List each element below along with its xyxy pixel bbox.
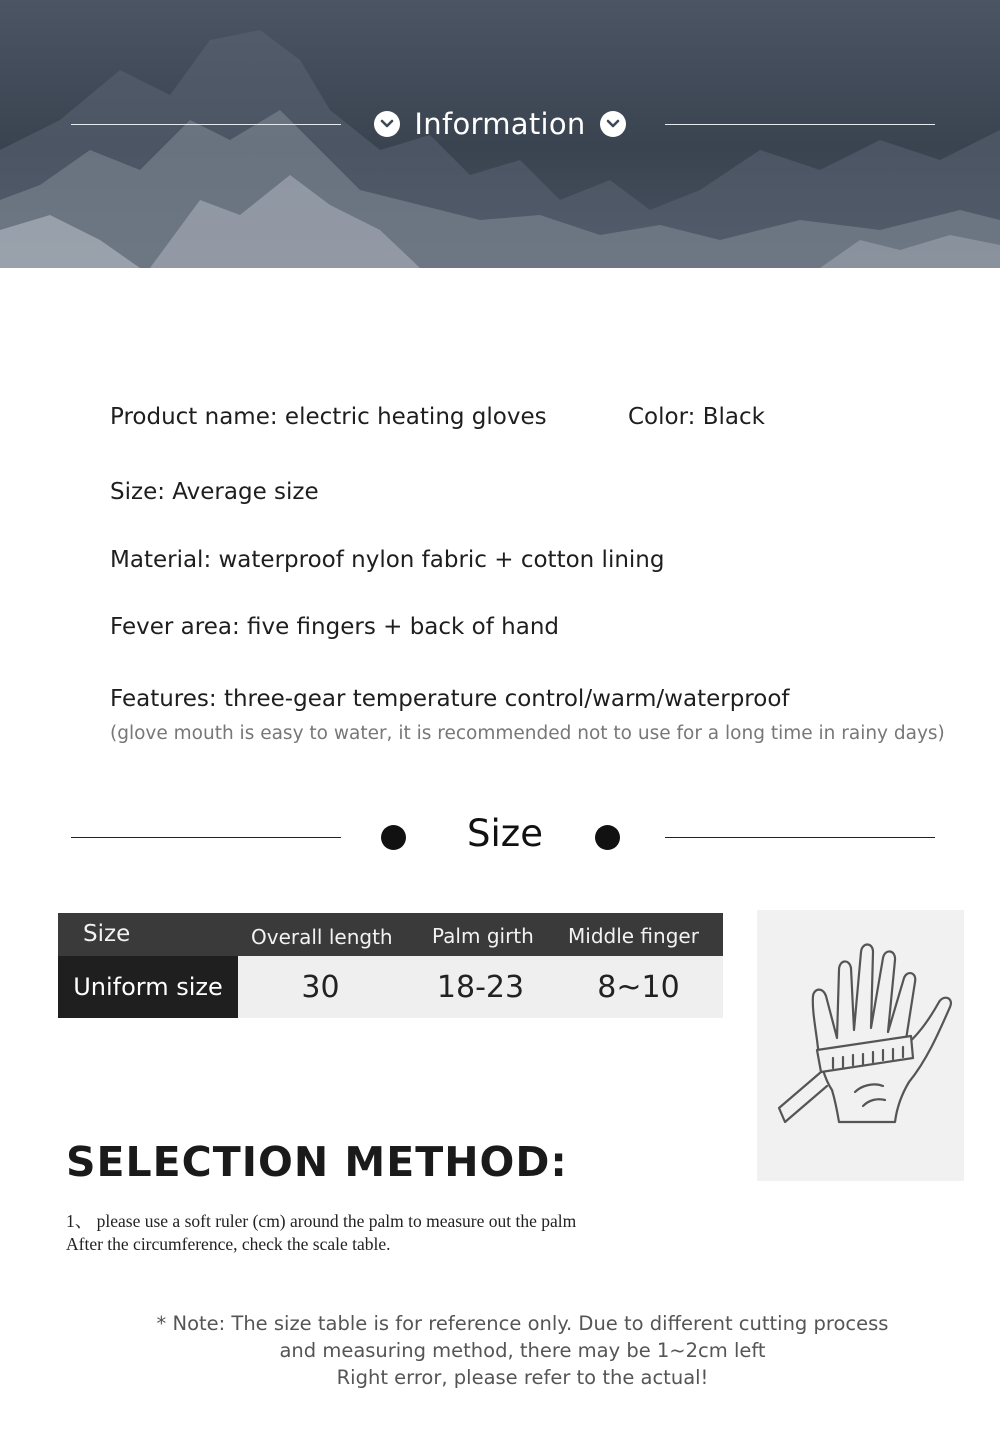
- product-name: Product name: electric heating gloves: [110, 404, 547, 430]
- size-divider-left: [71, 837, 341, 838]
- product-color: Color: Black: [628, 404, 765, 430]
- note-line-1: * Note: The size table is for reference only. Due to different cutting process: [156, 1312, 889, 1335]
- chevron-down-icon: [600, 111, 626, 137]
- banner-divider-right: [665, 124, 935, 125]
- banner-title-group: [370, 104, 630, 144]
- header-banner: [0, 0, 1000, 268]
- product-fever-area: Fever area: five fingers + back of hand: [110, 614, 560, 640]
- bullet-dot-icon: [595, 825, 620, 850]
- glove-measure-figure: [757, 910, 964, 1181]
- header-overall-length: Overall length: [251, 925, 393, 949]
- bullet-dot-icon: [381, 825, 406, 850]
- selection-method-title: SELECTION METHOD:: [66, 1138, 568, 1186]
- header-middle-finger: Middle finger: [568, 924, 699, 948]
- product-material: Material: waterproof nylon fabric + cotton lining: [110, 547, 665, 573]
- glove-measure-icon: [757, 910, 964, 1181]
- note-line-3: Right error, please refer to the actual!: [336, 1366, 709, 1389]
- banner-divider-left: [71, 124, 341, 125]
- product-size: Size: Average size: [110, 479, 319, 505]
- header-size: Size: [83, 921, 131, 947]
- product-features: Features: three-gear temperature control/warm/waterproof: [110, 686, 790, 712]
- value-overall-length: 30: [301, 970, 340, 1005]
- value-middle-finger: 8~10: [597, 970, 680, 1005]
- selection-step-1-cont: After the circumference, check the scale table.: [66, 1234, 391, 1254]
- row-label-uniform-size: Uniform size: [73, 973, 223, 1001]
- selection-step-1: 1、 please use a soft ruler (cm) around the palm to measure out the palm: [66, 1211, 577, 1231]
- note-line-2: and measuring method, there may be 1~2cm left: [279, 1339, 766, 1362]
- header-palm-girth: Palm girth: [432, 924, 534, 948]
- banner-title: Information: [414, 107, 586, 141]
- size-table: [58, 913, 723, 1018]
- size-section-title: Size: [467, 812, 543, 855]
- features-note: (glove mouth is easy to water, it is recommended not to use for a long time in rainy days): [110, 723, 945, 744]
- value-palm-girth: 18-23: [436, 970, 525, 1005]
- chevron-down-icon: [374, 111, 400, 137]
- size-divider-right: [665, 837, 935, 838]
